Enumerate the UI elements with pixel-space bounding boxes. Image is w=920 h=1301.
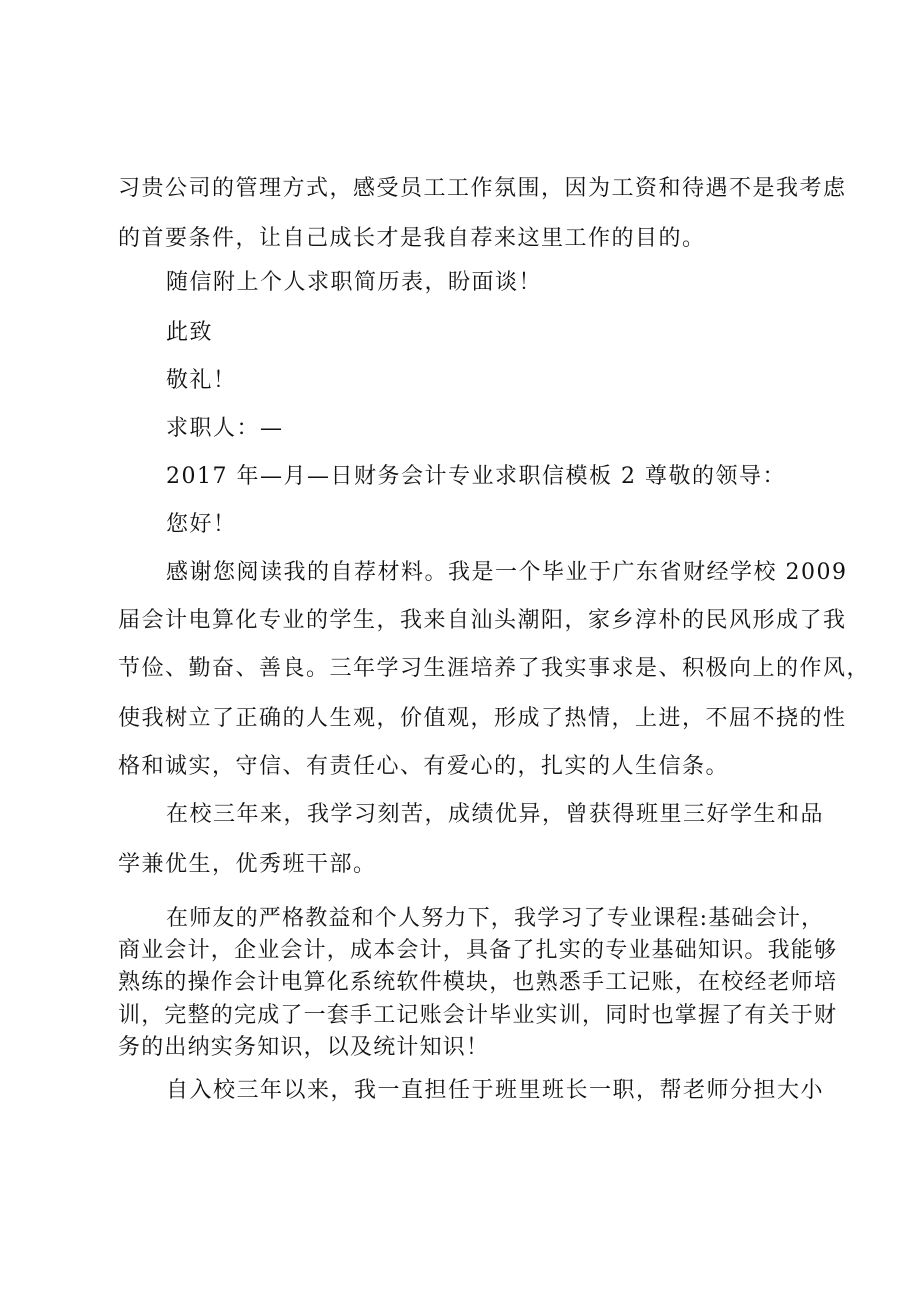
text-line: 您好！ xyxy=(166,512,237,537)
text-line: 随信附上个人求职简历表，盼面谈！ xyxy=(166,270,543,295)
text-line: 感谢您阅读我的自荐材料。我是一个毕业于广东省财经学校 2009 xyxy=(166,560,848,585)
text-line: 商业会计，企业会计，成本会计，具备了扎实的专业基础知识。我能够 xyxy=(118,938,838,963)
text-line: 在校三年来，我学习刻苦，成绩优异，曾获得班里三好学生和品 xyxy=(166,802,825,827)
text-line: 务的出纳实务知识，以及统计知识！ xyxy=(118,1035,490,1060)
text-line: 在师友的严格教益和个人努力下，我学习了专业课程:基础会计， xyxy=(166,906,825,931)
text-line: 届会计电算化专业的学生，我来自汕头潮阳，家乡淳朴的民风形成了我 xyxy=(118,608,847,633)
text-line: 此致 xyxy=(166,320,214,345)
text-line: 敬礼！ xyxy=(166,368,237,393)
text-line: 格和诚实，守信、有责任心、有爱心的，扎实的人生信条。 xyxy=(118,754,730,779)
text-line: 熟练的操作会计电算化系统软件模块，也熟悉手工记账，在校经老师培 xyxy=(118,970,838,995)
text-line: 求职人：— xyxy=(166,416,284,441)
text-line: 训，完整的完成了一套手工记账会计毕业实训，同时也掌握了有关于财 xyxy=(118,1003,838,1028)
text-line: 使我树立了正确的人生观，价值观，形成了热情，上进，不屈不挠的性 xyxy=(118,706,847,731)
text-line: 习贵公司的管理方式，感受员工工作氛围，因为工资和待遇不是我考虑 xyxy=(118,176,847,201)
text-line: 学兼优生，优秀班干部。 xyxy=(118,852,377,877)
text-line: 的首要条件，让自己成长才是我自荐来这里工作的目的。 xyxy=(118,226,706,251)
text-line: 2017 年—月—日财务会计专业求职信模板 2 尊敬的领导： xyxy=(166,464,786,489)
text-line: 节俭、勤奋、善良。三年学习生涯培养了我实事求是、积极向上的作风， xyxy=(118,656,871,681)
text-line: 自入校三年以来，我一直担任于班里班长一职，帮老师分担大小 xyxy=(166,1078,825,1103)
